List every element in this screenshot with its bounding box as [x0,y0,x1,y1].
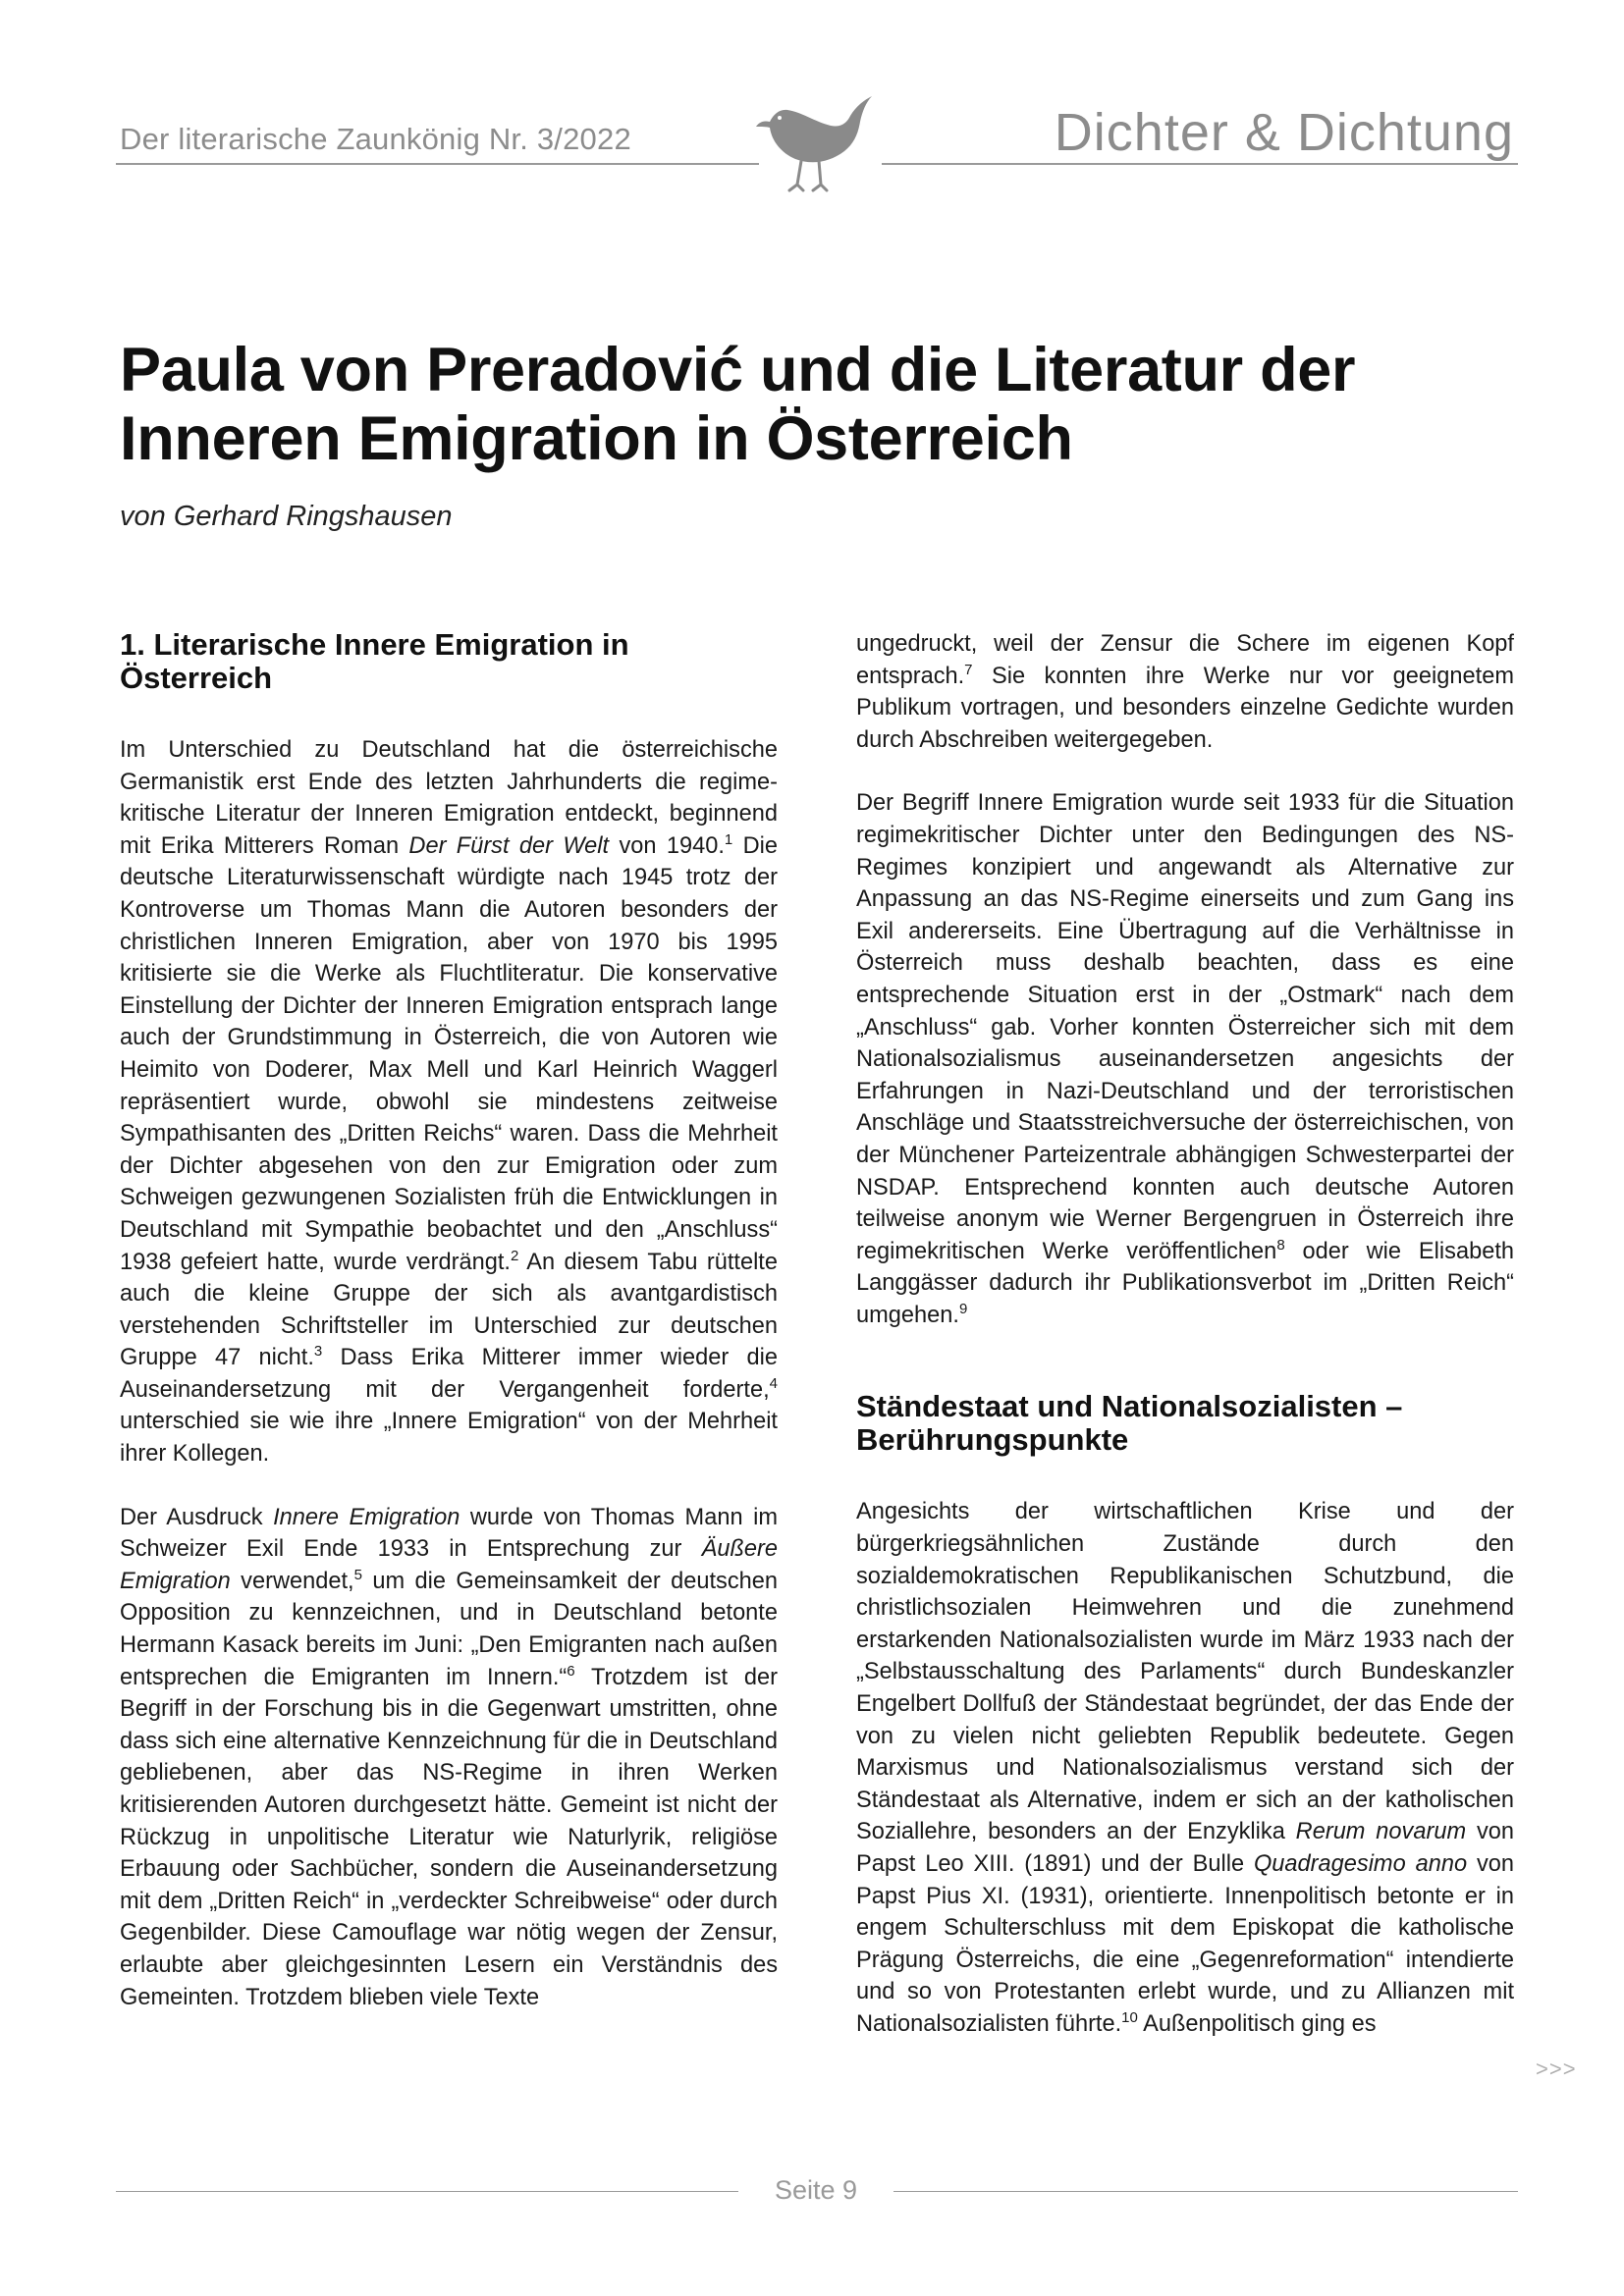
paragraph [856,787,1514,1331]
paragraph [120,734,778,1470]
text-run: um die Gemeinsamkeit der deutschen Opposition zu kennzeichnen, und in Deutschland betonte Hermann Kasack bereits im Juni: „Den Emigranten nach außen entsprechen die Emigranten im Innern.“ [120,1568,779,1690]
wren-bird-icon [756,94,882,204]
text-run: ungedruckt, weil der Zensur die Schere im eigenen Kopf entsprach. [856,631,1514,689]
page-number: Seite 9 [774,2175,858,2205]
text-run: Der Begriff Innere Emigration wurde seit 1933 für die Situation regimekritischer Dichter unter den Bedingungen des NS-Regimes konzipiert und angewandt als Alternative zur Anpassung an das NS-Regime einerseits und zum Gang ins Exil andererseits. Eine Übertragung auf die Verhältnisse in Österreich muss deshalb beachten, dass es eine entsprechende Situation erst in der „Ostmark“ nach dem „Anschluss“ gab. Vorher konnten Österreicher sich mit dem Nationalsozialismus auseinandersetzen angesichts der Erfahrungen in Nazi-Deutschland und der terroristischen Anschläge und Staatsstreichversuche der österreichischen, von der Münchener Parteizentrale abhängigen Schwesterpartei der NSDAP. Entsprechend konnten auch deutsche Autoren teilweise anonym wie Werner Bergengruen in Österreich ihre regimekritischen Werke veröffentlichen [856,790,1514,1264]
article-author: von Gerhard Ringshausen [120,501,453,532]
footnote-ref: 3 [313,1343,323,1361]
header-divider-left [116,163,759,165]
footnote-ref: 4 [769,1374,778,1392]
text-run: Außenpolitisch ging es [1137,2010,1377,2037]
text-run: oder wie Elisabeth Langgässer dadurch ihr Publikationsverbot im „Dritten Reich“ umgehen. [856,1238,1514,1328]
text-column-left [120,628,778,2045]
text-run: Der Ausdruck [120,1504,274,1530]
paragraph [120,1502,778,2014]
text-column-right [856,628,1514,2072]
article-title-line: Paula von Preradović und die Literatur der [120,336,1356,404]
text-run: Im Unterschied zu Deutschland hat die österreichische Germanistik erst Ende des letzten Jahrhunderts die regime-kritische Literatur der Inneren Emigration entdeckt, beginnend mit Erika Mitterers Roman [120,737,778,859]
header-divider-right [882,163,1518,165]
book-title: Der Fürst der Welt [408,832,610,859]
section-name: Dichter & Dichtung [1054,103,1514,162]
text-run: wurde von Thomas Mann im Schweizer Exil Ende 1933 in Entsprechung zur [120,1504,778,1563]
footnote-ref: 1 [724,830,733,848]
text-run: Trotzdem ist der Begriff in der Forschung bis in die Gegenwart umstritten, ohne dass sich eine alternative Kennzeichnung für die in Deutschland gebliebenen, aber das NS-Regime in ihren Werken kritisierenden Autoren durchgesetzt hätte. Gemeint ist nicht der Rückzug in unpolitische Literatur wie Naturlyrik, religiöse Erbauung oder Sachbücher, sondern die Auseinandersetzung mit dem „Dritten Reich“ in „verdeckter Schreibweise“ oder durch Gegenbilder. Diese Camouflage war nötig wegen der Zensur, erlaubte aber gleichgesinnten Lesern ein Verständnis des Gemeinten. Trotzdem blieben viele Texte [120,1664,778,2010]
magazine-name: Der literarische Zaunkönig Nr. 3/2022 [120,122,631,156]
text-run: unterschied sie wie ihre „Innere Emigration“ von der Mehrheit ihrer Kollegen. [120,1409,778,1468]
paragraph [856,1496,1514,2040]
bull-title: Quadragesimo anno [1253,1851,1468,1877]
text-run: von 1940. [609,832,725,859]
footnote-ref: 10 [1121,2008,1138,2026]
footnote-ref: 6 [567,1662,575,1680]
text-run: von Papst Leo XIII. (1891) und der Bulle [856,1819,1514,1877]
footnote-ref: 7 [964,661,973,678]
section-heading: 1. Literarische Innere Emigration in Österreich [120,627,629,695]
text-run: Dass Erika Mitterer immer wieder die Auseinandersetzung mit der Vergangenheit forderte, [120,1345,778,1403]
text-run: von Papst Pius XI. (1931), orientierte. Innenpolitisch betonte er in engem Schulterschluss mit dem Episkopat die katholische Prägung Österreichs, die eine „Gegenreformation“ intendierte und so von Protestanten erlebt wurde, und zu Allianzen mit Nationalsozialisten führte. [856,1851,1514,2037]
continue-marker: >>> [1536,2056,1577,2081]
footnote-ref: 5 [353,1566,362,1583]
emphasis: Innere Emigration [273,1504,460,1530]
emphasis: Äußere Emigration [120,1536,778,1594]
article-title-line: Inneren Emigration in Österreich [120,404,1073,473]
section-heading: Ständestaat und Nationalsozialisten – Berührungspunkte [856,1389,1403,1458]
text-run: Sie konnten ihre Werke nur vor geeignetem Publikum vortragen, und besonders einzelne Gedichte wurden durch Abschreiben weitergegeben. [856,663,1514,753]
footnote-ref: 8 [1276,1236,1285,1254]
footnote-ref: 9 [958,1300,968,1317]
footer-divider-left [116,2191,738,2192]
paragraph [856,628,1514,756]
footnote-ref: 2 [510,1247,519,1264]
article-title [120,336,1514,473]
footer-divider-right [893,2191,1518,2192]
text-run: An diesem Tabu rüttelte auch die kleine Gruppe der sich als avantgardistisch verstehenden Schriftsteller im Unterschied zur deutschen Gruppe 47 nicht. [120,1249,778,1371]
text-run: verwendet, [230,1568,354,1594]
text-run: Die deutsche Literaturwissenschaft würdigte nach 1945 trotz der Kontroverse um Thomas Mann die Autoren besonders der christlichen Inneren Emigration, aber von 1970 bis 1995 kritisierte sie die Werke als Fluchtliteratur. Die konservative Einstellung der Dichter der Inneren Emigration entsprach lange auch der Grundstimmung in Österreich, die von Autoren wie Heimito von Doderer, Max Mell und Karl Heinrich Waggerl repräsentiert wurde, obwohl sie mindestens zeitweise Sympathisanten des „Dritten Reichs“ waren. Dass die Mehrheit der Dichter abgesehen von den zur Emigration oder zum Schweigen gezwungenen Sozialisten früh die Entwicklungen in Deutschland mit Sympathie beobachtet und den „Anschluss“ 1938 gefeiert hatte, wurde verdrängt. [120,832,778,1275]
text-run: Angesichts der wirtschaftlichen Krise und der bürgerkriegsähnlichen Zustände durch den sozialdemokratischen Republikanischen Schutzbund, die christlichsozialen Heimwehren und die zunehmend erstarkenden Nationalsozialisten wurde im März 1933 nach der „Selbstausschaltung des Parlaments“ durch Bundeskanzler Engelbert Dollfuß der Ständestaat begründet, der das Ende der von zu vielen nicht geliebten Republik bedeutete. Gegen Marxismus und Nationalsozialismus verstand sich der Ständestaat als Alternative, indem er sich an der katholischen Soziallehre, besonders an der Enzyklika [856,1499,1514,1845]
encyclical-title: Rerum novarum [1295,1819,1467,1845]
